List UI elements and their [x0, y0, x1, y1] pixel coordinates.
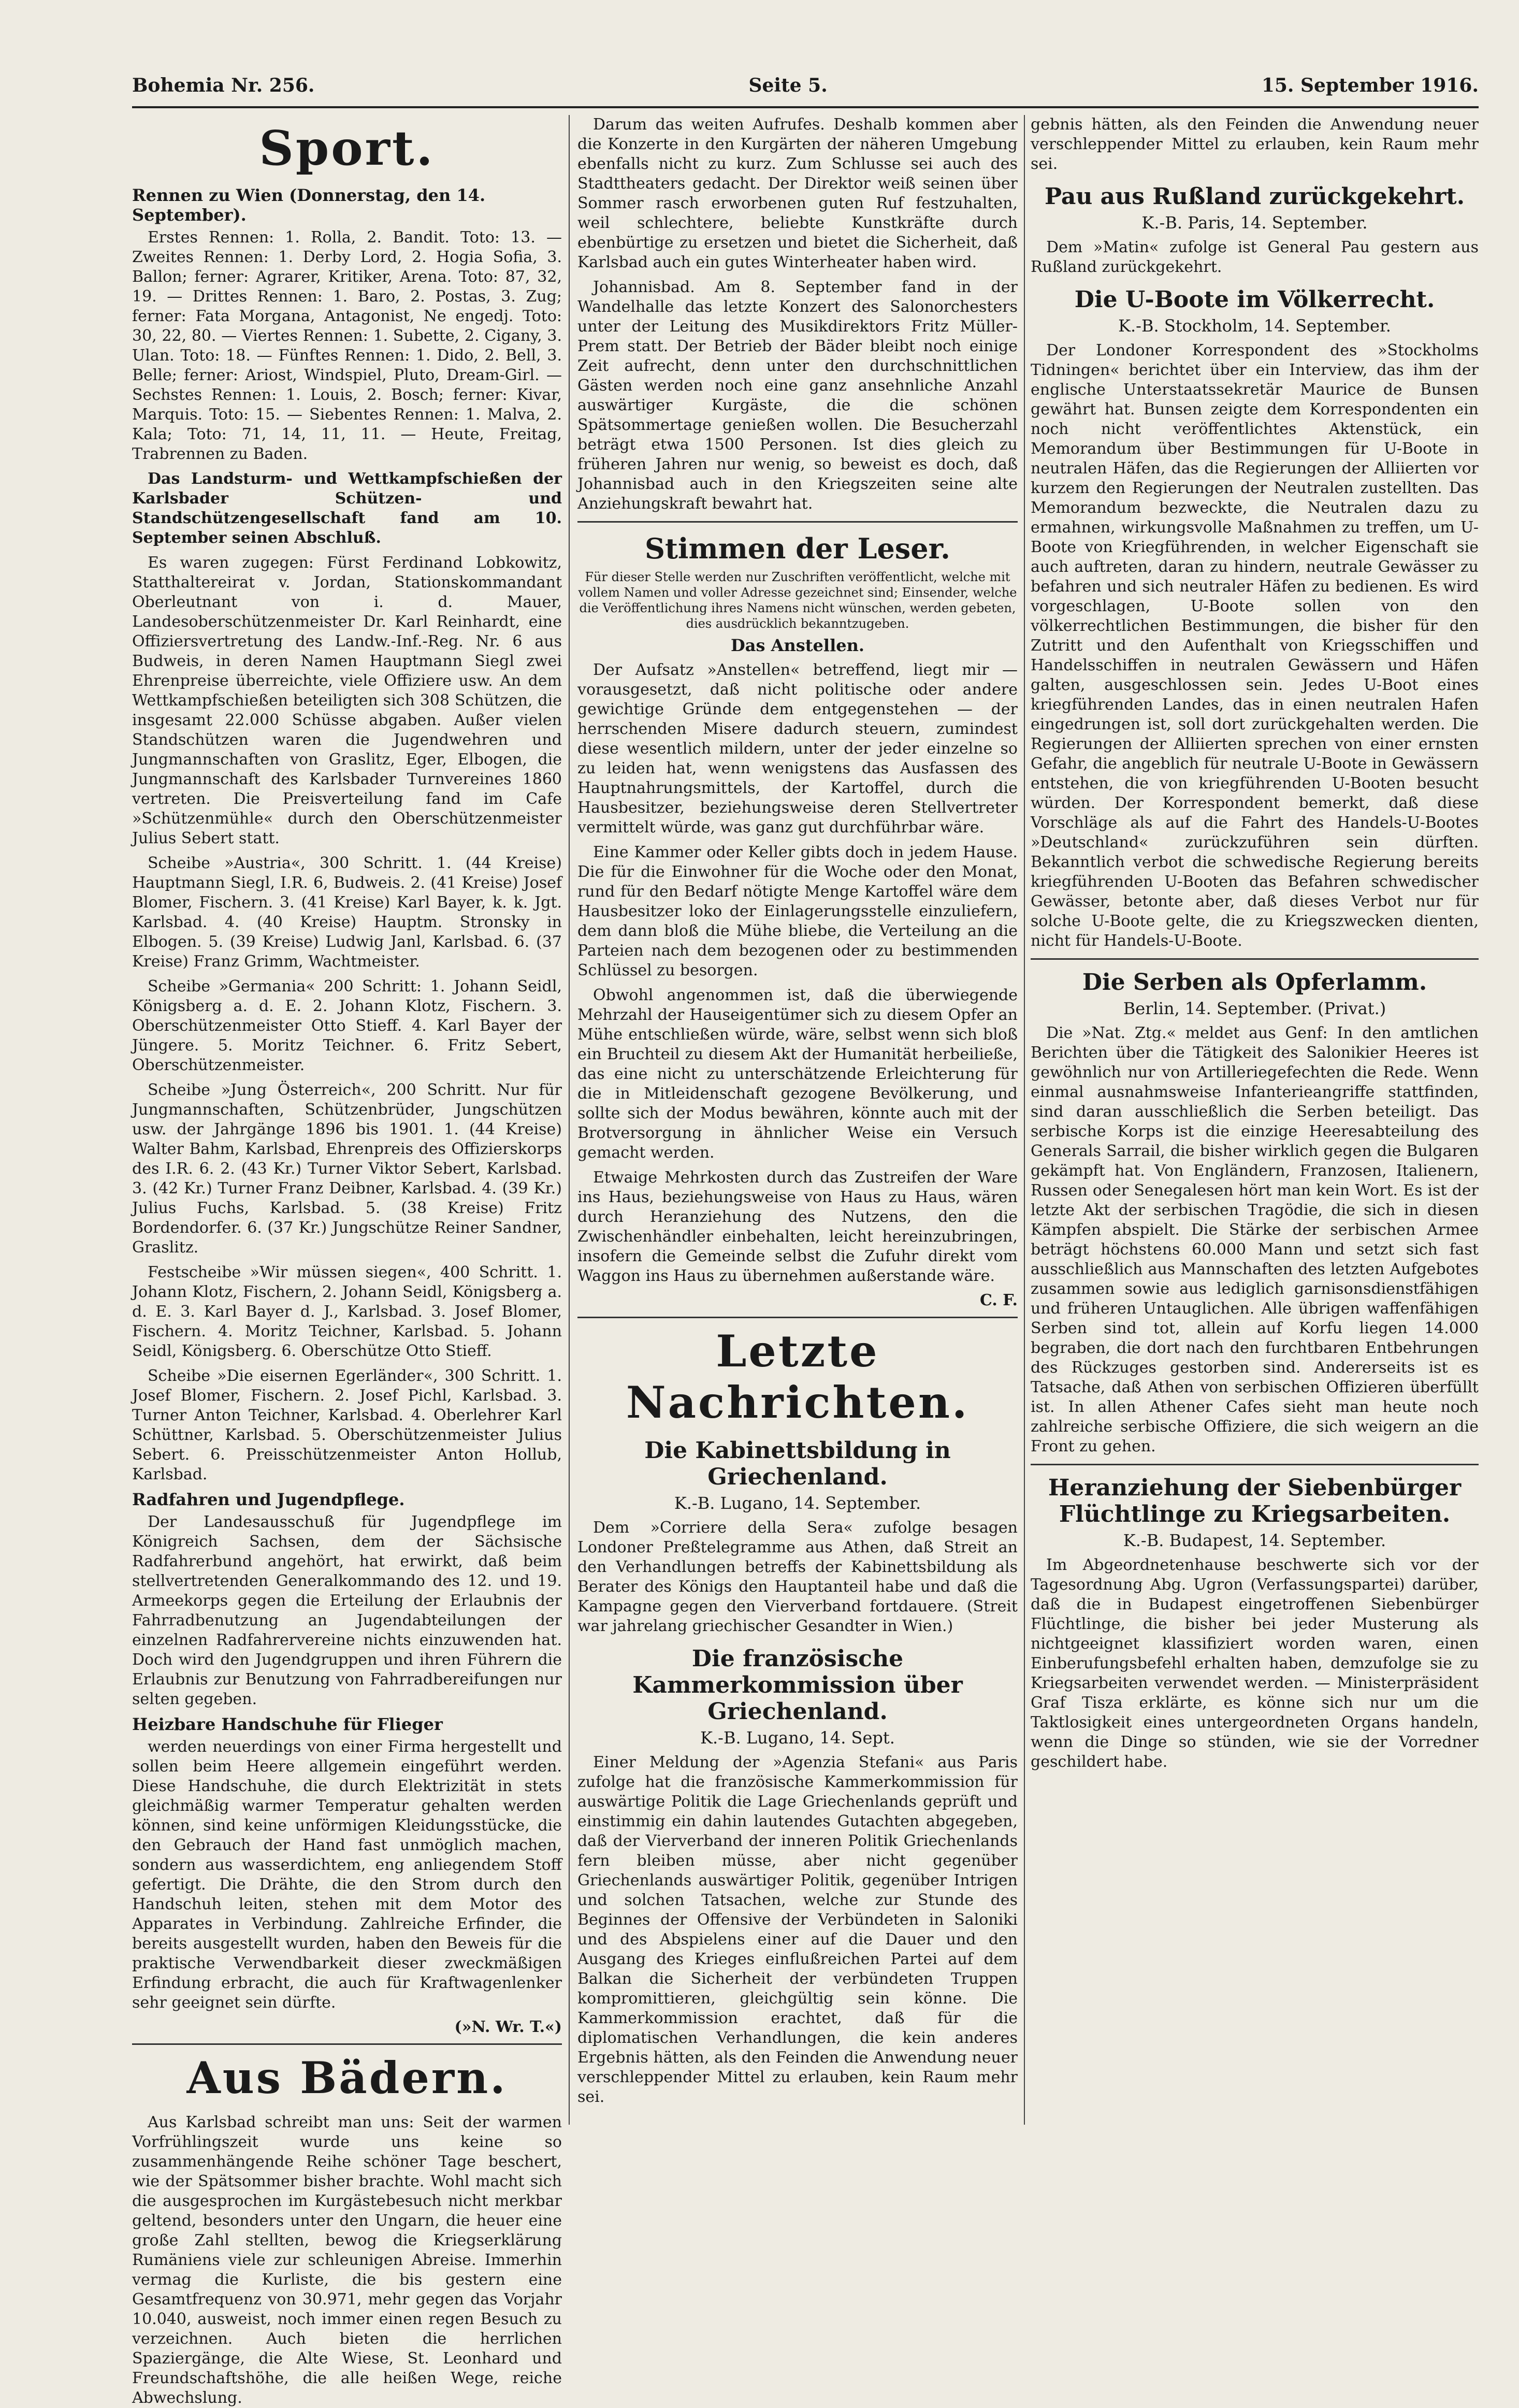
header-rule [132, 106, 1479, 108]
dateline: K.-B. Paris, 14. September. [1141, 213, 1368, 233]
dateline: Berlin, 14. September. (Privat.) [1123, 999, 1386, 1018]
results-paragraph: Scheibe »Germania« 200 Schritt: 1. Johann Seidl, Königsberg a. d. E. 2. Johann Klotz, Fischern. 3. Oberschützenmeister Otto Stieff. 4. Karl Bayer der Jüngere. 5. Moritz Teichner. 6. Fritz Sebert, Oberschützenmeister. [132, 977, 562, 1074]
dateline: K.-B. Budapest, 14. September. [1123, 1531, 1386, 1550]
masthead-center: Seite 5. [748, 75, 828, 96]
article-paragraph: Es waren zugegen: Fürst Ferdinand Lobkowitz, Statthaltereirat v. Jordan, Stationskommandant Oberleutnant von i. d. Mauer, Landesoberschützenmeister Dr. Karl Reinhardt, eine Offiziersvertretung des Landw.-Inf.-Reg. Nr. 6 aus Budweis, in deren Namen Hauptmann Siegl zwei Ehrenpreise überreichte, viele Offiziere usw. An dem Wettkampfschießen beteiligten sich 308 Schützen, die insgesamt 22.000 Schüsse abgaben. Außer vielen Standschützen waren die Jugendwehren und Jungmannschaften von Graslitz, Eger, Elbogen, die Jungmannschaft des Karlsbader Turnvereines 1860 vertreten. Die Preisverteilung fand im Cafe »Schützenmühle« durch den Oberschützenmeister Julius Sebert statt. [132, 554, 562, 847]
section-rule [132, 2043, 562, 2045]
article-heading: Die Serben als Opferlamm. [1082, 969, 1427, 996]
article-paragraph: Der Landesausschuß für Jugendpflege im Königreich Sachsen, dem der Sächsische Radfahrerbund angehört, hat erwirkt, daß beim stellvertretenden Generalkommando des 12. und 19. Armeekorps gegen die Erteilung der Erlaubnis der Fahrradbenutzung an Jugendabteilungen der einzelnen Radfahrervereine nichts einzuwenden hat. Doch wird den Jugendgruppen und ihren Führern die Erlaubnis zur Benutzung von Fahrradbereifungen nur selten gegeben. [132, 1513, 562, 1708]
column-divider [569, 115, 570, 2125]
article-heading: Radfahren und Jugendpflege. [132, 1490, 405, 1509]
article-heading: Heizbare Handschuhe für Flieger [132, 1714, 443, 1734]
article-paragraph: Obwohl angenommen ist, daß die überwiegende Mehrzahl der Hauseigentümer sich zu diesem Opfer an Mühe entschließen würde, wäre, selbst wenn sich bloß ein Bruchteil zu diesem Akt der Humanität herbeiließe, das eine nicht zu unterschätzende Erleichterung für die in Mitleidenschaft gezogene Bevölkerung, und sollte sich der Modus bewähren, könnte auch mit der Brotversorgung in ähnlicher Weise ein Versuch gemacht werden. [577, 986, 1018, 1162]
section-rule [577, 1317, 1018, 1318]
article-paragraph: Im Abgeordnetenhause beschwerte sich vor der Tagesordnung Abg. Ugron (Verfassungspartei) darüber, daß die in Budapest eingetroffenen Siebenbürger Flüchtlinge, die bisher bei jeder Musterung als nichtgeeignet klassifiziert worden waren, einen Einberufungsbefehl erhalten haben, demzufolge sie zu Kriegsarbeiten verwendet werden. — Ministerpräsident Graf Tisza erklärte, es könne sich nur um die Taktlosigkeit eines untergeordneten Organs handeln, wenn die Dinge so stünden, wie sie der Vorredner geschildert habe. [1031, 1556, 1479, 1771]
article-paragraph: werden neuerdings von einer Firma hergestellt und sollen beim Heere allgemein eingeführt werden. Diese Handschuhe, die durch Elektrizität in stets gleichmäßig warmer Temperatur gehalten werden können, sind keine unförmigen Kleidungsstücke, die den Gebrauch der Hand fast unmöglich machen, sondern aus wasserdichtem, eng anliegendem Stoff gefertigt. Die Drähte, die den Strom durch den Handschuh leiten, stehen mit dem Motor des Apparates in Verbindung. Zahlreiche Erfinder, die bereits ausgestellt wurden, haben den Beweis für die praktische Verwendbarkeit dieser zweckmäßigen Erfindung erbracht, die auch für Kraftwagenlenker sehr geeignet sein dürfte. [132, 1738, 562, 2012]
article-paragraph: Johannisbad. Am 8. September fand in der Wandelhalle das letzte Konzert des Salonorchesters unter der Leitung des Musikdirektors Fritz Müller-Prem statt. Der Betrieb der Bäder bleibt noch einige Zeit aufrecht, denn unter den durchschnittlichen Gästen werden noch eine ganz ansehnliche Anzahl auswärtiger Kurgäste, die die schönen Spätsommertage genießen wollen. Die Besucherzahl beträgt etwa 1500 Personen. Ist dies gleich zu früheren Jahren nur wenig, so beweist es doch, daß Johannisbad auch in den Kriegszeiten seine alte Anziehungskraft bewahrt hat. [577, 278, 1018, 513]
article-heading: Rennen zu Wien (Donnerstag, den 14. September). [132, 185, 486, 225]
article-paragraph: Erstes Rennen: 1. Rolla, 2. Bandit. Toto: 13. — Zweites Rennen: 1. Derby Lord, 2. Hogia Sofia, 3. Ballon; ferner: Agrarer, Kritiker, Arena. Toto: 87, 32, 19. — Drittes Rennen: 1. Baro, 2. Postas, 3. Zug; ferner: Fata Morgana, Antagonist, Ne engedj. Toto: 30, 22, 80. — Viertes Rennen: 1. Subette, 2. Cigany, 3. Ulan. Toto: 18. — Fünftes Rennen: 1. Dido, 2. Bell, 3. Belle; ferner: Ariost, Windspiel, Pluto, Dream-Girl. — Sechstes Rennen: 1. Louis, 2. Bosch; ferner: Kivar, Marquis. Toto: 15. — Siebentes Rennen: 1. Malva, 2. Kala; Toto: 71, 14, 11, 11. — Heute, Freitag, Trabrennen zu Baden. [132, 228, 562, 463]
article-heading: Pau aus Rußland zurückgekehrt. [1044, 183, 1465, 210]
section-title-stimmen: Stimmen der Leser. [645, 532, 950, 565]
article-paragraph: Der Londoner Korrespondent des »Stockholms Tidningen« berichtet über ein Interview, das ihm der englische Unterstaatssekretär Maurice de Bunsen gewährt hat. Bunsen zeigte dem Korrespondenten ein noch nicht veröffentlichtes Aktenstück, ein Memorandum über Bestimmungen für U-Boote in neutralen Häfen, das die Regierungen der Alliierten vor kurzem den Regierungen der Neutralen zustellten. Das Memorandum bezweckte, die Neutralen dazu zu ermahnen, wirkungsvolle Maßnahmen zu treffen, um U-Boote von Kriegführenden, in welcher Eigenschaft sie auch auftreten, daran zu hindern, neutrale Gewässer zu befahren und sich neutraler Häfen zu bedienen. Es wird vorgeschlagen, U-Boote sollen von den völkerrechtlichen Bestimmungen, die bisher für den Zutritt und den Aufenthalt von Kriegsschiffen und Handelsschiffen in neutralen Gewässern und Häfen galten, ausgeschlossen sein. Jedes U-Boot eines kriegführenden Landes, das in einen neutralen Hafen eingedrungen ist, soll dort zurückgehalten werden. Die Regierungen der Alliierten sprechen von einer ernsten Gefahr, die angeblich für neutrale U-Boote in Gewässern entstehen, die von kriegführenden U-Booten besucht würden. Der Korrespondent bemerkt, daß diese Vorschläge als auf die Fahrt des Handels-U-Bootes »Deutschland« zurückzuführen sein dürften. Bekanntlich verbot die schwedische Regierung bereits kriegführenden U-Booten das Befahren schwedischer Gewässer, betonte aber, daß dieses Verbot nur für solche U-Boote gelte, die zu Kriegszwecken dienten, nicht für Handels-U-Boote. [1031, 341, 1479, 950]
editorial-note: Für dieser Stelle werden nur Zuschriften veröffentlicht, welche mit vollem Namen und voller Adresse gezeichnet sind; Einsender, welche die Veröffentlichung ihres Namens nicht wünschen, werden gebeten, dies ausdrücklich bekanntzugeben. [578, 570, 1017, 631]
article-paragraph: Eine Kammer oder Keller gibts doch in jedem Hause. Die für die Einwohner für die Woche oder den Monat, rund für den Bedarf nötigte Menge Kartoffel wäre dem Hausbesitzer loko der Einlagerungsstelle einzuliefern, dem dann bloß die Mühe bliebe, die Verteilung an die Parteien nach dem bezogenen oder zu bestimmenden Schlüssel zu besorgen. [577, 843, 1018, 979]
results-paragraph: Festscheibe »Wir müssen siegen«, 400 Schritt. 1. Johann Klotz, Fischern, 2. Johann Seidl, Königsberg a. d. E. 3. Karl Bayer d. J., Karlsbad. 3. Josef Blomer, Fischern. 4. Moritz Teichner, Karlsbad. 5. Johann Seidl, Königsberg. 6. Oberschütze Otto Stieff. [132, 1263, 562, 1360]
section-rule [1031, 958, 1479, 960]
section-rule [577, 521, 1018, 523]
article-paragraph: Die »Nat. Ztg.« meldet aus Genf: In den amtlichen Berichten über die Tätigkeit des Salonikier Heeres ist gewöhnlich nur von Artilleriegefechten die Rede. Wenn einmal ausnahmsweise Infanterieangriffe stattfinden, sind daran ausschließlich die Serben beteiligt. Das serbische Korps ist die einzige Heeresabteilung des Generals Sarrail, die bisher wirklich gegen die Bulgaren gekämpft hat. Von Engländern, Franzosen, Italienern, Russen oder Senegalesen hört man kein Wort. Es ist der letzte Akt der serbischen Tragödie, die sich in diesen Kämpfen abspielt. Die Stärke der serbischen Armee beträgt höchstens 60.000 Mann und setzt sich fast ausschließlich aus Mannschaften des letzten Aufgebotes zusammen sowie aus lediglich garnisonsdienstfähigen und früheren Untauglichen. Alle übrigen waffenfähigen Serben sind tot, allein auf Korfu liegen 14.000 begraben, die dort nach den furchtbaren Entbehrungen des Rückzuges gestorben sind. Andererseits ist es Tatsache, daß Athen von serbischen Offizieren überfüllt ist. In allen Athener Cafes sieht man heute noch zahlreiche serbische Offiziere, die sich weigern an die Front zu gehen. [1031, 1024, 1479, 1455]
column-2 [577, 115, 1018, 2125]
masthead [132, 73, 1479, 98]
section-title-sport: Sport. [259, 120, 435, 176]
column-1 [132, 115, 562, 2407]
article-paragraph: Dem »Corriere della Sera« zufolge besagen Londoner Preßtelegramme aus Athen, daß Streit an den Verhandlungen betreffs der Kabinettsbildung als Berater des Königs den Hauptanteil habe und daß die Kampagne gegen den Vierverband fortdauere. (Streit war jahrelang griechischer Gesandter in Wien.) [577, 1519, 1018, 1635]
section-title-baeder: Aus Bädern. [186, 2052, 508, 2103]
masthead-right: 15. September 1916. [1261, 75, 1479, 96]
results-paragraph: Scheibe »Die eisernen Egerländer«, 300 Schritt. 1. Josef Blomer, Fischern. 2. Josef Pichl, Karlsbad. 3. Turner Anton Teichner, Karlsbad. 4. Oberlehrer Karl Schüttner, Karlsbad. 5. Oberschützenmeister Julius Sebert. 6. Preisschützenmeister Anton Hollub, Karlsbad. [132, 1367, 562, 1483]
article-heading: Die französische Kammerkommission über Griechenland. [632, 1646, 963, 1725]
article-heading: Die Kabinettsbildung in Griechenland. [644, 1437, 951, 1490]
section-title-letzte: Letzte Nachrichten. [626, 1325, 970, 1428]
dateline: K.-B. Lugano, 14. Sept. [700, 1728, 895, 1748]
column-3 [1031, 115, 1479, 2125]
source-signature: (»N. Wr. T.«) [454, 2018, 562, 2036]
article-paragraph: Der Aufsatz »Anstellen« betreffend, liegt mir — vorausgesetzt, daß nicht politische oder andere gewichtige Gründe dem entgegenstehen — der herrschenden Misere dadurch steuern, zumindest diese wesentlich mildern, unter der jeder einzelne so zu leiden hat, wenn wenigstens das Ausfassen des Hauptnahrungsmittels, der Kartoffel, durch die Hausbesitzer, beziehungsweise deren Stellvertreter vermittelt würde, was ganz gut durchführbar wäre. [577, 661, 1018, 837]
article-heading: Die U-Boote im Völkerrecht. [1074, 286, 1435, 313]
article-paragraph: Aus Karlsbad schreibt man uns: Seit der warmen Vorfrühlingszeit wurde uns keine so zusammenhängende Reihe schöner Tage beschert, wie der Spätsommer bisher brachte. Wohl macht sich die ausgesprochen im Kurgästebesuch nicht merkbar geltend, besonders unter den Ungarn, die heuer eine große Zahl stellten, bewog die Kriegserklärung Rumäniens viele zur schleunigen Abreise. Immerhin vermag die Kurliste, die bis gestern eine Gesamtfrequenz von 30.971, mehr gegen das Vorjahr 10.040, ausweist, noch immer einen regen Besuch zu verzeichnen. Auch bieten die herrlichen Spaziergänge, die Alte Wiese, St. Leonhard und Freundschaftshöhe, die alle heißen Wege, reiche Abwechslung. [132, 2113, 562, 2407]
results-paragraph: Scheibe »Austria«, 300 Schritt. 1. (44 Kreise) Hauptmann Siegl, I.R. 6, Budweis. 2. (41 Kreise) Josef Blomer, Fischern. 3. (41 Kreise) Karl Bayer, k. k. Jgt. Karlsbad. 4. (40 Kreise) Hauptm. Stronsky in Elbogen. 5. (39 Kreise) Ludwig Janl, Karlsbad. 6. (37 Kreise) Franz Grimm, Wachtmeister. [132, 854, 562, 971]
author-signature: C. F. [980, 1291, 1018, 1309]
column-divider [1024, 115, 1025, 2125]
article-heading: Das Landsturm- und Wettkampfschießen der Karlsbader Schützen- und Standschützengesellschaft fand am 10. September seinen Abschluß. [132, 470, 562, 547]
article-heading: Heranziehung der Siebenbürger Flüchtlinge zu Kriegsarbeiten. [1048, 1475, 1462, 1527]
article-paragraph: gebnis hätten, als den Feinden die Anwendung neuer verschleppender Mittel zu erlauben, kein Raum mehr sei. [1031, 116, 1479, 173]
results-paragraph: Scheibe »Jung Österreich«, 200 Schritt. Nur für Jungmannschaften, Schützenbrüder, Jungschützen usw. der Jahrgänge 1896 bis 1901. 1. (44 Kreise) Walter Bahm, Karlsbad, Ehrenpreis des Offizierskorps des I.R. 6. 2. (43 Kr.) Turner Viktor Sebert, Karlsbad. 3. (42 Kr.) Turner Franz Deibner, Karlsbad. 4. (39 Kr.) Julius Fuchs, Karlsbad. 5. (38 Kreise) Fritz Bordendorfer. 6. (37 Kr.) Jungschütze Reiner Sandner, Graslitz. [132, 1081, 562, 1257]
masthead-left: Bohemia Nr. 256. [132, 75, 315, 96]
article-paragraph: Einer Meldung der »Agenzia Stefani« aus Paris zufolge hat die französische Kammerkommission für auswärtige Politik die Lage Griechenlands geprüft und einstimmig ein dahin lautendes Gutachten abgegeben, daß der Vierverband der inneren Politik Griechenlands fern bleiben müsse, aber nicht gegenüber Griechenlands auswärtiger Politik, gegenüber Intrigen und solchen Tatsachen, welche zur Stunde des Beginnes der Offensive der Verbündeten in Saloniki und des Abspielens einer auf die Dauer und den Ausgang des Krieges einflußreichen Partei auf dem Balkan die Sicherheit der verbündeten Truppen kompromittieren, gleichgültig sein könne. Die Kammerkommission erachtet, daß für die diplomatischen Verhandlungen, die kein anderes Ergebnis hätten, als den Feinden die Anwendung neuer verschleppender Mittel zu erlauben, kein Raum mehr sei. [577, 1753, 1018, 2106]
section-rule [1031, 1464, 1479, 1465]
article-paragraph: Dem »Matin« zufolge ist General Pau gestern aus Rußland zurückgekehrt. [1031, 238, 1479, 276]
article-heading: Das Anstellen. [731, 636, 864, 655]
article-paragraph: Darum das weiten Aufrufes. Deshalb kommen aber die Konzerte in den Kurgärten der näheren Umgebung ebenfalls nicht zu kurz. Zum Schlusse sei auch des Stadttheaters gedacht. Der Direktor weiß seinen über Sommer rasch erworbenen guten Ruf festzuhalten, weil schlechtere, beliebte Kunstkräfte durch ebenbürtige zu ersetzen und bietet die Sicherheit, daß Karlsbad auch ein gutes Winterheater haben wird. [577, 116, 1018, 271]
dateline: K.-B. Stockholm, 14. September. [1118, 316, 1391, 336]
dateline: K.-B. Lugano, 14. September. [674, 1493, 921, 1513]
article-paragraph: Etwaige Mehrkosten durch das Zustreifen der Ware ins Haus, beziehungsweise von Haus zu Haus, wären durch Heranziehung des Nutzens, den die Zwischenhändler einbehalten, leicht hereinzubringen, insofern die Gemeinde selbst die Zufuhr direkt vom Waggon ins Haus zu übernehmen außerstande wäre. [577, 1169, 1018, 1285]
